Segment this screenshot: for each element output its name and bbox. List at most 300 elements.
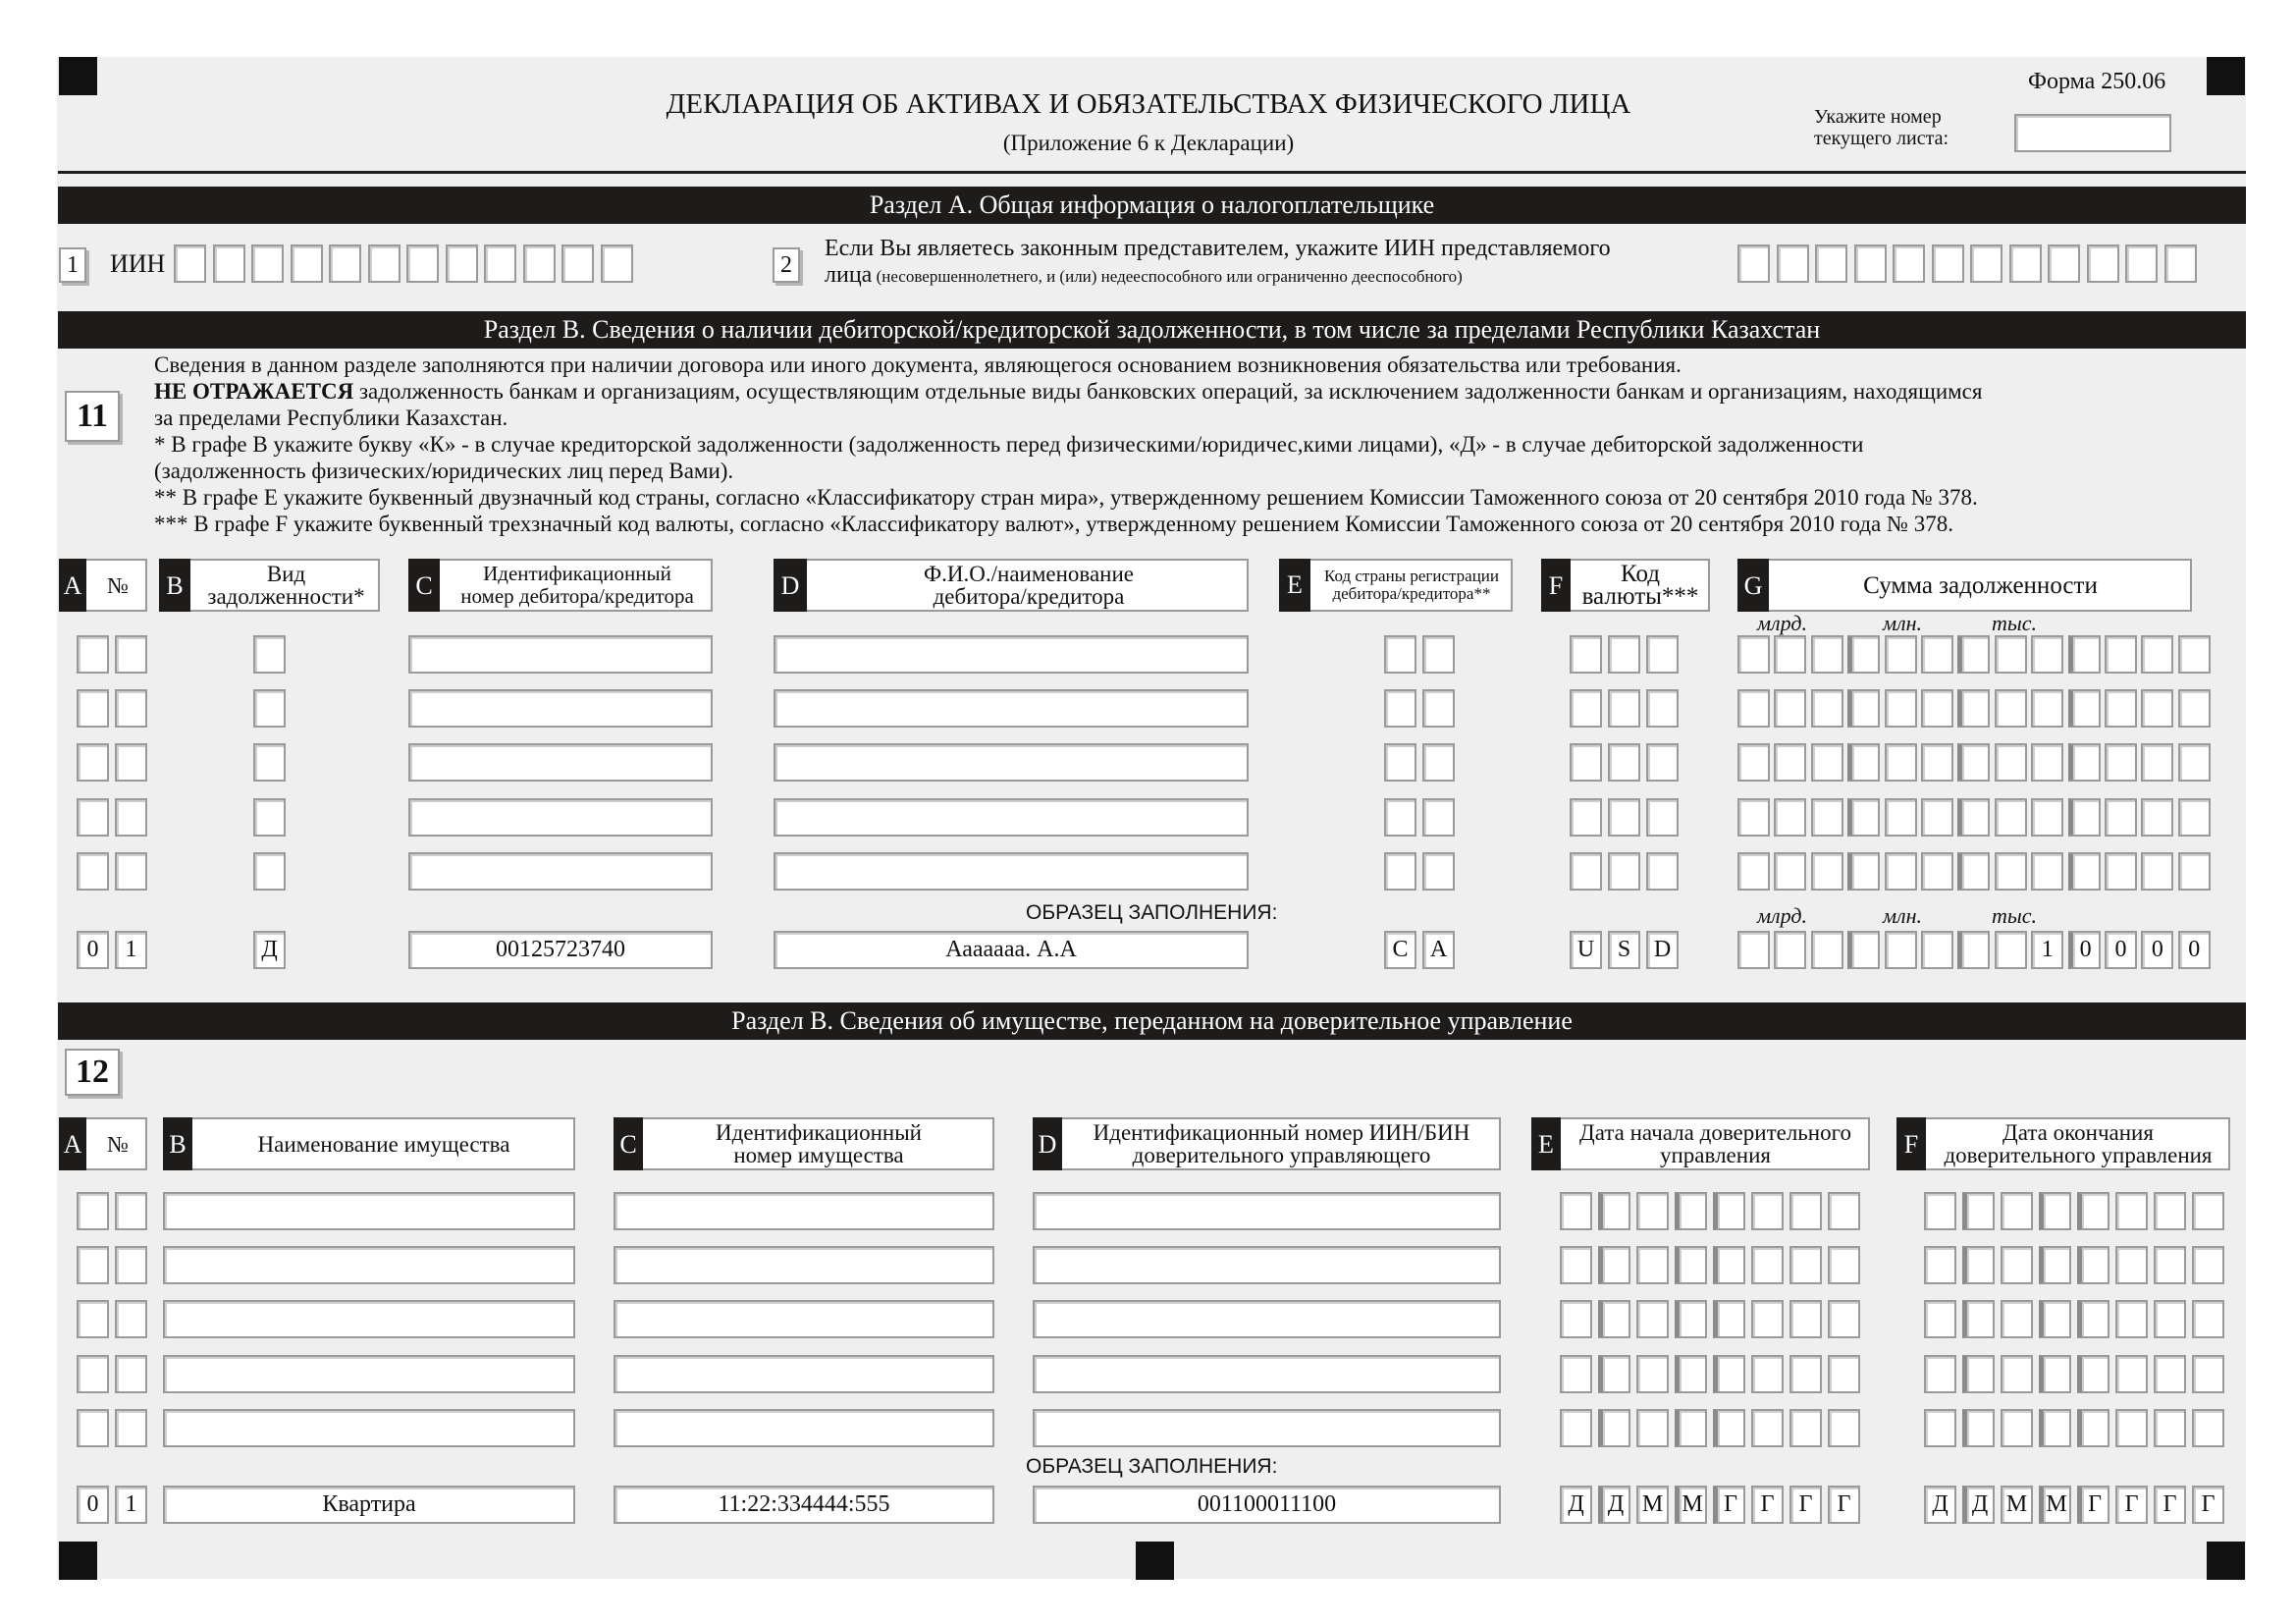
amount-digit-cell[interactable] — [1737, 743, 1770, 782]
start-date-cell[interactable] — [1636, 1246, 1669, 1284]
col-f-label-2: валюты*** — [1581, 583, 1699, 610]
amount-digit-cell[interactable] — [1811, 689, 1843, 728]
end-date-cell[interactable] — [2001, 1300, 2033, 1338]
amount-digit-cell[interactable] — [2141, 798, 2173, 837]
end-date-cell[interactable] — [1924, 1300, 1956, 1338]
amount-digit-cell[interactable] — [2178, 852, 2211, 891]
section-b1-title: Раздел В. Сведения о наличии дебиторской/кредиторской задолженности, в том числе за пределами Республики Казахстан — [58, 311, 2246, 349]
amount-digit-cell[interactable] — [2105, 798, 2137, 837]
iin-digit-cell[interactable] — [601, 244, 633, 283]
end-date-cell[interactable] — [2154, 1409, 2186, 1447]
end-date-cell[interactable] — [1924, 1355, 1956, 1393]
end-date-cell[interactable] — [1924, 1246, 1956, 1284]
iin-digit-cell[interactable] — [446, 244, 478, 283]
start-date-cell[interactable] — [1636, 1192, 1669, 1230]
start-date-cell[interactable] — [1751, 1246, 1784, 1284]
currency-code-cell[interactable] — [1570, 743, 1602, 782]
property-name-field[interactable] — [163, 1192, 575, 1230]
sample-number-cell: 0 — [77, 931, 109, 969]
country-code-cell[interactable] — [1422, 852, 1455, 891]
country-code-cell[interactable] — [1384, 798, 1416, 837]
amount-digit-cell[interactable] — [1921, 635, 1953, 674]
property-id-field[interactable] — [614, 1409, 994, 1447]
row-number-cell[interactable] — [77, 1300, 109, 1338]
col-d-label-2: дебитора/кредитора — [933, 584, 1125, 609]
instruction-line-7: *** В графе F укажите буквенный трехзначный код валюты, согласно «Классификатору валют», утвержденному решением Комиссии Таможенного союза от 20 сентября 2010 года № 378. — [154, 512, 1953, 536]
b2-col-c-label-1: Идентификационный — [716, 1120, 922, 1145]
country-code-cell[interactable] — [1384, 743, 1416, 782]
start-date-cell[interactable] — [1560, 1355, 1592, 1393]
debtor-id-field[interactable] — [408, 635, 713, 674]
end-date-cell[interactable] — [1962, 1300, 1995, 1338]
start-date-cell[interactable] — [1598, 1300, 1630, 1338]
debtor-name-field[interactable] — [774, 743, 1249, 782]
iin-digit-cell[interactable] — [406, 244, 439, 283]
amount-digit-cell[interactable] — [2105, 689, 2137, 728]
b2-col-d-header — [1033, 1117, 1501, 1170]
amount-digit-cell[interactable] — [2178, 689, 2211, 728]
start-date-cell[interactable] — [1675, 1192, 1707, 1230]
amount-digit-cell[interactable] — [2178, 635, 2211, 674]
start-date-cell[interactable] — [1598, 1355, 1630, 1393]
currency-code-cell[interactable] — [1608, 852, 1640, 891]
amount-digit-cell[interactable] — [1774, 635, 1806, 674]
b2-col-c-tag: C — [614, 1117, 643, 1170]
currency-code-cell[interactable] — [1570, 635, 1602, 674]
amount-digit-cell[interactable] — [2105, 635, 2137, 674]
row-number-cell[interactable] — [115, 798, 147, 837]
debtor-name-field[interactable] — [774, 798, 1249, 837]
row-number-cell[interactable] — [77, 1246, 109, 1284]
property-name-field[interactable] — [163, 1246, 575, 1284]
property-name-field[interactable] — [163, 1355, 575, 1393]
amount-digit-cell[interactable] — [2068, 852, 2101, 891]
debtor-id-field[interactable] — [408, 689, 713, 728]
trustee-id-field[interactable] — [1033, 1409, 1501, 1447]
amount-digit-cell[interactable] — [1811, 852, 1843, 891]
end-date-cell[interactable] — [2154, 1355, 2186, 1393]
sample-end-date-cell: Г — [2192, 1486, 2224, 1524]
representative-iin-digit-cell[interactable] — [2009, 244, 2042, 283]
end-date-cell[interactable] — [1962, 1246, 1995, 1284]
amount-digit-cell[interactable] — [1737, 689, 1770, 728]
row-number-cell[interactable] — [115, 743, 147, 782]
sample-amount-digit-cell: 1 — [2031, 931, 2063, 969]
amount-digit-cell[interactable] — [1885, 743, 1917, 782]
amount-digit-cell[interactable] — [1774, 689, 1806, 728]
amount-digit-cell[interactable] — [2031, 689, 2063, 728]
row-number-cell[interactable] — [77, 798, 109, 837]
representative-iin-digit-cell[interactable] — [1777, 244, 1809, 283]
sample-country-cell: A — [1422, 931, 1455, 969]
sample-amount-digit-cell — [1995, 931, 2027, 969]
start-date-cell[interactable] — [1751, 1192, 1784, 1230]
amount-digit-cell[interactable] — [1957, 743, 1990, 782]
start-date-cell[interactable] — [1751, 1300, 1784, 1338]
end-date-cell[interactable] — [2192, 1246, 2224, 1284]
property-id-field[interactable] — [614, 1192, 994, 1230]
country-code-cell[interactable] — [1422, 798, 1455, 837]
end-date-cell[interactable] — [2115, 1355, 2148, 1393]
iin-digit-cell[interactable] — [291, 244, 323, 283]
section-12-number: 12 — [65, 1049, 120, 1096]
amount-digit-cell[interactable] — [2068, 635, 2101, 674]
currency-code-cell[interactable] — [1646, 743, 1679, 782]
end-date-cell[interactable] — [2077, 1409, 2109, 1447]
country-code-cell[interactable] — [1384, 852, 1416, 891]
end-date-cell[interactable] — [2039, 1409, 2071, 1447]
iin-digit-cell[interactable] — [523, 244, 556, 283]
sample-end-date-cell: Г — [2077, 1486, 2109, 1524]
amount-digit-cell[interactable] — [2031, 798, 2063, 837]
amount-digit-cell[interactable] — [1811, 743, 1843, 782]
end-date-cell[interactable] — [2192, 1355, 2224, 1393]
start-date-cell[interactable] — [1789, 1192, 1822, 1230]
debt-kind-cell[interactable] — [253, 635, 286, 674]
start-date-cell[interactable] — [1598, 1246, 1630, 1284]
debtor-id-field[interactable] — [408, 852, 713, 891]
amount-digit-cell[interactable] — [1774, 852, 1806, 891]
row-number-cell[interactable] — [77, 635, 109, 674]
currency-code-cell[interactable] — [1570, 798, 1602, 837]
representative-iin-digit-cell[interactable] — [2087, 244, 2119, 283]
currency-code-cell[interactable] — [1608, 798, 1640, 837]
b2-col-e-header — [1531, 1117, 1870, 1170]
iin-digit-cell[interactable] — [174, 244, 206, 283]
representative-iin-digit-cell[interactable] — [2048, 244, 2080, 283]
col-c-header — [408, 559, 713, 612]
currency-code-cell[interactable] — [1570, 852, 1602, 891]
start-date-cell[interactable] — [1560, 1192, 1592, 1230]
amount-digit-cell[interactable] — [1847, 743, 1880, 782]
end-date-cell[interactable] — [2192, 1300, 2224, 1338]
amount-digit-cell[interactable] — [1995, 798, 2027, 837]
debtor-name-field[interactable] — [774, 635, 1249, 674]
end-date-cell[interactable] — [2192, 1192, 2224, 1230]
representative-iin-digit-cell[interactable] — [1932, 244, 1964, 283]
start-date-cell[interactable] — [1789, 1300, 1822, 1338]
end-date-cell[interactable] — [1962, 1409, 1995, 1447]
col-a-header — [59, 559, 147, 612]
end-date-cell[interactable] — [2115, 1192, 2148, 1230]
end-date-cell[interactable] — [2154, 1246, 2186, 1284]
start-date-cell[interactable] — [1675, 1246, 1707, 1284]
col-c-tag: C — [408, 559, 440, 612]
start-date-cell[interactable] — [1828, 1246, 1860, 1284]
amount-digit-cell[interactable] — [1847, 852, 1880, 891]
row-number-cell[interactable] — [115, 852, 147, 891]
instruction-line-6: ** В графе Е укажите буквенный двузначный код страны, согласно «Классификатору стран мира», утвержденному решением Комиссии Таможенного союза от 20 сентября 2010 года № 378. — [154, 485, 1978, 510]
amount-digit-cell[interactable] — [1921, 798, 1953, 837]
col-b-label-1: Вид — [266, 562, 306, 586]
amount-digit-cell[interactable] — [2031, 852, 2063, 891]
amount-digit-cell[interactable] — [1957, 635, 1990, 674]
row-number-cell[interactable] — [115, 1192, 147, 1230]
start-date-cell[interactable] — [1636, 1300, 1669, 1338]
end-date-cell[interactable] — [2077, 1300, 2109, 1338]
sample-start-date-cell: Г — [1713, 1486, 1745, 1524]
amount-digit-cell[interactable] — [1957, 852, 1990, 891]
amount-digit-cell[interactable] — [1995, 852, 2027, 891]
col-c-label-1: Идентификационный — [483, 562, 671, 585]
end-date-cell[interactable] — [2115, 1246, 2148, 1284]
sample-amount-digit-cell — [1885, 931, 1917, 969]
end-date-cell[interactable] — [2039, 1246, 2071, 1284]
scale-mln-bottom: млн. — [1883, 903, 1923, 928]
end-date-cell[interactable] — [1924, 1409, 1956, 1447]
start-date-cell[interactable] — [1751, 1355, 1784, 1393]
start-date-cell[interactable] — [1751, 1409, 1784, 1447]
scale-bln-bottom: млрд. — [1757, 903, 1807, 928]
country-code-cell[interactable] — [1422, 689, 1455, 728]
currency-code-cell[interactable] — [1646, 635, 1679, 674]
sample-currency-cell: D — [1646, 931, 1679, 969]
end-date-cell[interactable] — [1962, 1192, 1995, 1230]
amount-digit-cell[interactable] — [1921, 689, 1953, 728]
amount-digit-cell[interactable] — [1885, 798, 1917, 837]
corner-marker-bottom-left — [59, 1542, 97, 1580]
start-date-cell[interactable] — [1598, 1192, 1630, 1230]
amount-digit-cell[interactable] — [2141, 689, 2173, 728]
currency-code-cell[interactable] — [1608, 689, 1640, 728]
sample-end-date-cell: Д — [1924, 1486, 1956, 1524]
amount-digit-cell[interactable] — [2105, 743, 2137, 782]
start-date-cell[interactable] — [1636, 1409, 1669, 1447]
end-date-cell[interactable] — [2154, 1192, 2186, 1230]
start-date-cell[interactable] — [1675, 1409, 1707, 1447]
sample-debtor-name: Ааааааа. А.А — [774, 931, 1249, 969]
end-date-cell[interactable] — [2001, 1409, 2033, 1447]
amount-digit-cell[interactable] — [2105, 852, 2137, 891]
amount-digit-cell[interactable] — [2068, 689, 2101, 728]
row-number-cell[interactable] — [115, 1355, 147, 1393]
representative-iin-digit-cell[interactable] — [2125, 244, 2158, 283]
property-id-field[interactable] — [614, 1355, 994, 1393]
corner-marker-top-left — [59, 57, 97, 95]
iin-digit-cell[interactable] — [484, 244, 516, 283]
iin-digit-cell[interactable] — [561, 244, 594, 283]
end-date-cell[interactable] — [2077, 1355, 2109, 1393]
amount-digit-cell[interactable] — [1885, 689, 1917, 728]
amount-digit-cell[interactable] — [2031, 743, 2063, 782]
start-date-cell[interactable] — [1828, 1300, 1860, 1338]
sheet-number-field[interactable] — [2014, 114, 2171, 152]
end-date-cell[interactable] — [2039, 1192, 2071, 1230]
amount-digit-cell[interactable] — [1737, 798, 1770, 837]
corner-marker-bottom-right — [2207, 1542, 2245, 1580]
amount-digit-cell[interactable] — [1885, 635, 1917, 674]
currency-code-cell[interactable] — [1608, 743, 1640, 782]
col-f-header — [1541, 559, 1710, 612]
start-date-cell[interactable] — [1675, 1355, 1707, 1393]
col-d-tag: D — [774, 559, 807, 612]
amount-digit-cell[interactable] — [1885, 852, 1917, 891]
b2-col-b-label: Наименование имущества — [257, 1131, 510, 1157]
property-id-field[interactable] — [614, 1246, 994, 1284]
end-date-cell[interactable] — [2154, 1300, 2186, 1338]
b2-col-b-header — [163, 1117, 575, 1170]
amount-digit-cell[interactable] — [2068, 798, 2101, 837]
amount-digit-cell[interactable] — [1847, 635, 1880, 674]
end-date-cell[interactable] — [2001, 1246, 2033, 1284]
end-date-cell[interactable] — [1924, 1192, 1956, 1230]
amount-digit-cell[interactable] — [1737, 635, 1770, 674]
start-date-cell[interactable] — [1789, 1246, 1822, 1284]
start-date-cell[interactable] — [1828, 1192, 1860, 1230]
b2-col-f-label-1: Дата окончания — [2002, 1120, 2154, 1145]
amount-digit-cell[interactable] — [1774, 743, 1806, 782]
amount-digit-cell[interactable] — [2178, 743, 2211, 782]
b2-col-e-label-1: Дата начала доверительного — [1579, 1120, 1851, 1145]
currency-code-cell[interactable] — [1608, 635, 1640, 674]
instruction-line-5: (задолженность физических/юридических лиц перед Вами). — [154, 459, 734, 483]
sample-number-cell: 0 — [77, 1486, 109, 1524]
iin-digit-cell[interactable] — [368, 244, 400, 283]
debt-kind-cell[interactable] — [253, 798, 286, 837]
amount-digit-cell[interactable] — [1774, 798, 1806, 837]
debtor-name-field[interactable] — [774, 689, 1249, 728]
trustee-id-field[interactable] — [1033, 1300, 1501, 1338]
page-title: ДЕКЛАРАЦИЯ ОБ АКТИВАХ И ОБЯЗАТЕЛЬСТВАХ ФИЗИЧЕСКОГО ЛИЦА — [666, 88, 1631, 120]
end-date-cell[interactable] — [2039, 1300, 2071, 1338]
representative-iin-digit-cell[interactable] — [1970, 244, 2002, 283]
end-date-cell[interactable] — [2001, 1355, 2033, 1393]
start-date-cell[interactable] — [1713, 1246, 1745, 1284]
currency-code-cell[interactable] — [1646, 852, 1679, 891]
amount-digit-cell[interactable] — [2031, 635, 2063, 674]
b2-col-c-header — [614, 1117, 994, 1170]
start-date-cell[interactable] — [1560, 1409, 1592, 1447]
sample-label-11: ОБРАЗЕЦ ЗАПОЛНЕНИЯ: — [1026, 901, 1278, 924]
sample-end-date-cell: Г — [2154, 1486, 2186, 1524]
amount-digit-cell[interactable] — [1921, 743, 1953, 782]
representative-label-line1: Если Вы являетесь законным представителем, укажите ИИН представляемого — [825, 236, 1611, 261]
amount-digit-cell[interactable] — [1811, 635, 1843, 674]
amount-digit-cell[interactable] — [1847, 798, 1880, 837]
amount-digit-cell[interactable] — [1995, 689, 2027, 728]
start-date-cell[interactable] — [1675, 1300, 1707, 1338]
debt-kind-cell[interactable] — [253, 852, 286, 891]
start-date-cell[interactable] — [1789, 1355, 1822, 1393]
amount-digit-cell[interactable] — [1957, 689, 1990, 728]
end-date-cell[interactable] — [2115, 1300, 2148, 1338]
end-date-cell[interactable] — [2039, 1355, 2071, 1393]
row-number-cell[interactable] — [115, 635, 147, 674]
end-date-cell[interactable] — [2115, 1409, 2148, 1447]
property-name-field[interactable] — [163, 1300, 575, 1338]
amount-digit-cell[interactable] — [1847, 689, 1880, 728]
end-date-cell[interactable] — [2077, 1192, 2109, 1230]
start-date-cell[interactable] — [1636, 1355, 1669, 1393]
start-date-cell[interactable] — [1560, 1246, 1592, 1284]
representative-iin-digit-cell[interactable] — [1815, 244, 1847, 283]
row-number-cell[interactable] — [115, 1246, 147, 1284]
representative-iin-digit-cell[interactable] — [1893, 244, 1925, 283]
amount-digit-cell[interactable] — [1811, 798, 1843, 837]
representative-iin-digit-cell[interactable] — [1854, 244, 1887, 283]
iin-digit-cell[interactable] — [329, 244, 361, 283]
representative-iin-digit-cell[interactable] — [2164, 244, 2197, 283]
start-date-cell[interactable] — [1713, 1192, 1745, 1230]
row-number-cell[interactable] — [115, 1300, 147, 1338]
row-number-cell[interactable] — [77, 1355, 109, 1393]
amount-digit-cell[interactable] — [1995, 743, 2027, 782]
row-number-cell[interactable] — [77, 852, 109, 891]
start-date-cell[interactable] — [1560, 1300, 1592, 1338]
currency-code-cell[interactable] — [1646, 798, 1679, 837]
col-b-label-2: задолженности* — [207, 584, 365, 609]
end-date-cell[interactable] — [1962, 1355, 1995, 1393]
start-date-cell[interactable] — [1713, 1409, 1745, 1447]
amount-digit-cell[interactable] — [2141, 852, 2173, 891]
currency-code-cell[interactable] — [1570, 689, 1602, 728]
start-date-cell[interactable] — [1828, 1409, 1860, 1447]
end-date-cell[interactable] — [2077, 1246, 2109, 1284]
start-date-cell[interactable] — [1713, 1355, 1745, 1393]
sample-start-date-cell: Г — [1828, 1486, 1860, 1524]
col-e-header — [1279, 559, 1513, 612]
amount-digit-cell[interactable] — [2141, 635, 2173, 674]
instruction-line-1: Сведения в данном разделе заполняются при наличии договора или иного документа, являющегося основанием возникновения обязательства или требования. — [154, 352, 1682, 377]
property-name-field[interactable] — [163, 1409, 575, 1447]
row-number-cell[interactable] — [77, 743, 109, 782]
row-number-cell[interactable] — [115, 1409, 147, 1447]
country-code-cell[interactable] — [1422, 635, 1455, 674]
amount-digit-cell[interactable] — [2068, 743, 2101, 782]
debtor-name-field[interactable] — [774, 852, 1249, 891]
debt-kind-cell[interactable] — [253, 743, 286, 782]
debtor-id-field[interactable] — [408, 743, 713, 782]
scale-bln-top: млрд. — [1757, 611, 1807, 635]
start-date-cell[interactable] — [1789, 1409, 1822, 1447]
debtor-id-field[interactable] — [408, 798, 713, 837]
amount-digit-cell[interactable] — [2178, 798, 2211, 837]
amount-digit-cell[interactable] — [1957, 798, 1990, 837]
property-id-field[interactable] — [614, 1300, 994, 1338]
amount-digit-cell[interactable] — [1995, 635, 2027, 674]
end-date-cell[interactable] — [2001, 1192, 2033, 1230]
amount-digit-cell[interactable] — [2141, 743, 2173, 782]
representative-iin-digit-cell[interactable] — [1737, 244, 1770, 283]
row-number-cell[interactable] — [115, 689, 147, 728]
col-f-label-1: Код — [1621, 561, 1660, 587]
currency-code-cell[interactable] — [1646, 689, 1679, 728]
row-number-cell[interactable] — [77, 1192, 109, 1230]
b2-col-a-label: № — [107, 1131, 129, 1157]
debt-kind-cell[interactable] — [253, 689, 286, 728]
country-code-cell[interactable] — [1384, 635, 1416, 674]
sample-amount-digit-cell: 0 — [2068, 931, 2101, 969]
row-number-cell[interactable] — [77, 689, 109, 728]
trustee-id-field[interactable] — [1033, 1246, 1501, 1284]
trustee-id-field[interactable] — [1033, 1192, 1501, 1230]
country-code-cell[interactable] — [1384, 689, 1416, 728]
iin-digit-cell[interactable] — [213, 244, 245, 283]
sheet-number-label — [1814, 106, 1949, 149]
b2-col-e-tag: E — [1531, 1117, 1561, 1170]
start-date-cell[interactable] — [1598, 1409, 1630, 1447]
iin-digit-cell[interactable] — [251, 244, 284, 283]
country-code-cell[interactable] — [1422, 743, 1455, 782]
amount-digit-cell[interactable] — [1737, 852, 1770, 891]
end-date-cell[interactable] — [2192, 1409, 2224, 1447]
row-number-cell[interactable] — [77, 1409, 109, 1447]
section-11-number: 11 — [65, 391, 120, 442]
amount-digit-cell[interactable] — [1921, 852, 1953, 891]
start-date-cell[interactable] — [1828, 1355, 1860, 1393]
start-date-cell[interactable] — [1713, 1300, 1745, 1338]
trustee-id-field[interactable] — [1033, 1355, 1501, 1393]
